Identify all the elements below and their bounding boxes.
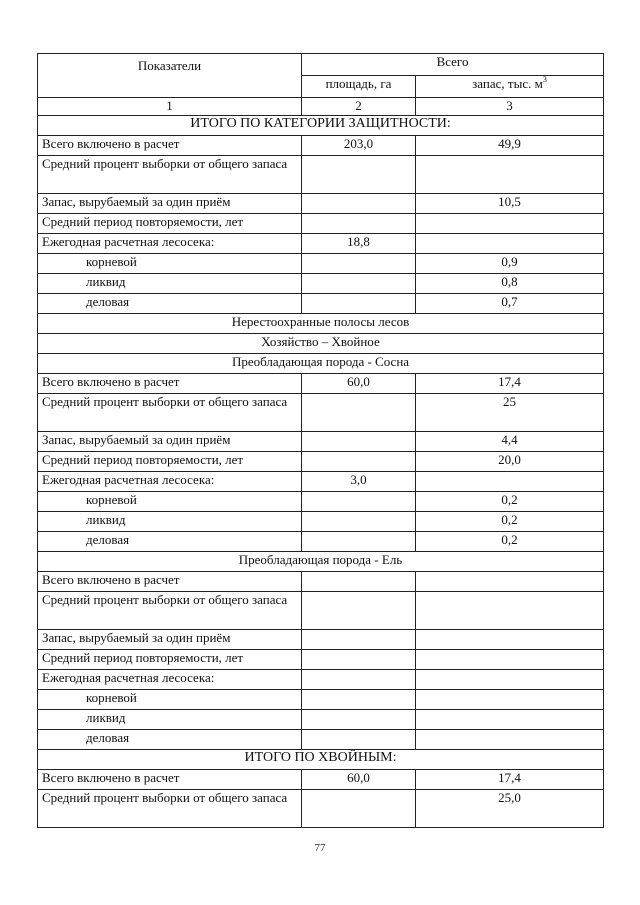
row-label: деловая: [38, 532, 302, 552]
cell-stock: [416, 214, 604, 234]
col-num-1: 1: [38, 98, 302, 116]
row-label: Запас, вырубаемый за один приём: [38, 194, 302, 214]
cell-area: [302, 214, 416, 234]
cell-stock: 20,0: [416, 452, 604, 472]
row-label: Ежегодная расчетная лесосека:: [38, 472, 302, 492]
cell-area: [302, 592, 416, 630]
cell-stock: 0,2: [416, 492, 604, 512]
col-num-3: 3: [416, 98, 604, 116]
forest-table: [37, 53, 604, 828]
cell-stock: [416, 730, 604, 750]
cell-area: 203,0: [302, 136, 416, 156]
row-label: Средний процент выборки от общего запаса: [38, 592, 302, 630]
cell-area: 60,0: [302, 374, 416, 394]
cell-area: [302, 790, 416, 828]
cell-area: [302, 670, 416, 690]
cell-area: [302, 492, 416, 512]
row-label: Средний период повторяемости, лет: [38, 214, 302, 234]
cell-stock: [416, 592, 604, 630]
cell-area: [302, 156, 416, 194]
cell-stock: [416, 670, 604, 690]
cell-area: [302, 572, 416, 592]
cell-area: [302, 274, 416, 294]
cell-area: [302, 194, 416, 214]
row-label: Средний процент выборки от общего запаса: [38, 394, 302, 432]
row-label: Средний процент выборки от общего запаса: [38, 156, 302, 194]
header-total: Всего: [302, 54, 604, 76]
header-area: площадь, га: [302, 76, 416, 98]
cell-stock: [416, 690, 604, 710]
cell-stock: 0,8: [416, 274, 604, 294]
row-label: деловая: [38, 730, 302, 750]
cell-area: 3,0: [302, 472, 416, 492]
row-label: Всего включено в расчет: [38, 136, 302, 156]
row-label: Всего включено в расчет: [38, 770, 302, 790]
section-title: ИТОГО ПО ХВОЙНЫМ:: [38, 750, 604, 770]
cell-area: [302, 254, 416, 274]
row-label: корневой: [38, 254, 302, 274]
cell-area: [302, 630, 416, 650]
row-label: корневой: [38, 690, 302, 710]
header-indicators: Показатели: [38, 54, 302, 98]
cell-stock: 25: [416, 394, 604, 432]
cell-stock: [416, 710, 604, 730]
document-page: [37, 53, 603, 828]
row-label: Запас, вырубаемый за один приём: [38, 630, 302, 650]
cell-stock: 10,5: [416, 194, 604, 214]
cell-stock: [416, 650, 604, 670]
cell-stock: 0,2: [416, 532, 604, 552]
cell-stock: [416, 472, 604, 492]
section-title: Преобладающая порода - Сосна: [38, 354, 604, 374]
section-title: Хозяйство – Хвойное: [38, 334, 604, 354]
row-label: Средний период повторяемости, лет: [38, 452, 302, 472]
header-stock: запас, тыс. $м^3$: [416, 76, 604, 98]
section-title: Преобладающая порода - Ель: [38, 552, 604, 572]
cell-area: [302, 532, 416, 552]
row-label: Всего включено в расчет: [38, 572, 302, 592]
cell-area: [302, 650, 416, 670]
section-title: ИТОГО ПО КАТЕГОРИИ ЗАЩИТНОСТИ:: [38, 116, 604, 136]
row-label: ликвид: [38, 710, 302, 730]
cell-stock: [416, 156, 604, 194]
cell-area: 60,0: [302, 770, 416, 790]
cell-area: [302, 512, 416, 532]
row-label: Ежегодная расчетная лесосека:: [38, 234, 302, 254]
section-title: Нерестоохранные полосы лесов: [38, 314, 604, 334]
row-label: корневой: [38, 492, 302, 512]
row-label: Средний процент выборки от общего запаса: [38, 790, 302, 828]
cell-stock: 49,9: [416, 136, 604, 156]
cell-area: [302, 690, 416, 710]
cell-area: [302, 294, 416, 314]
row-label: ликвид: [38, 274, 302, 294]
row-label: Ежегодная расчетная лесосека:: [38, 670, 302, 690]
cell-area: [302, 710, 416, 730]
cell-stock: 4,4: [416, 432, 604, 452]
row-label: Запас, вырубаемый за один приём: [38, 432, 302, 452]
cell-stock: 17,4: [416, 374, 604, 394]
col-num-2: 2: [302, 98, 416, 116]
row-label: ликвид: [38, 512, 302, 532]
cell-area: 18,8: [302, 234, 416, 254]
cell-area: [302, 452, 416, 472]
cell-area: [302, 394, 416, 432]
cell-area: [302, 432, 416, 452]
cell-area: [302, 730, 416, 750]
cell-stock: 0,9: [416, 254, 604, 274]
row-label: Средний период повторяемости, лет: [38, 650, 302, 670]
cell-stock: 25,0: [416, 790, 604, 828]
cell-stock: 0,2: [416, 512, 604, 532]
row-label: деловая: [38, 294, 302, 314]
cell-stock: [416, 630, 604, 650]
cell-stock: 17,4: [416, 770, 604, 790]
cell-stock: [416, 572, 604, 592]
row-label: Всего включено в расчет: [38, 374, 302, 394]
page-number: 77: [314, 842, 326, 854]
cell-stock: 0,7: [416, 294, 604, 314]
cell-stock: [416, 234, 604, 254]
